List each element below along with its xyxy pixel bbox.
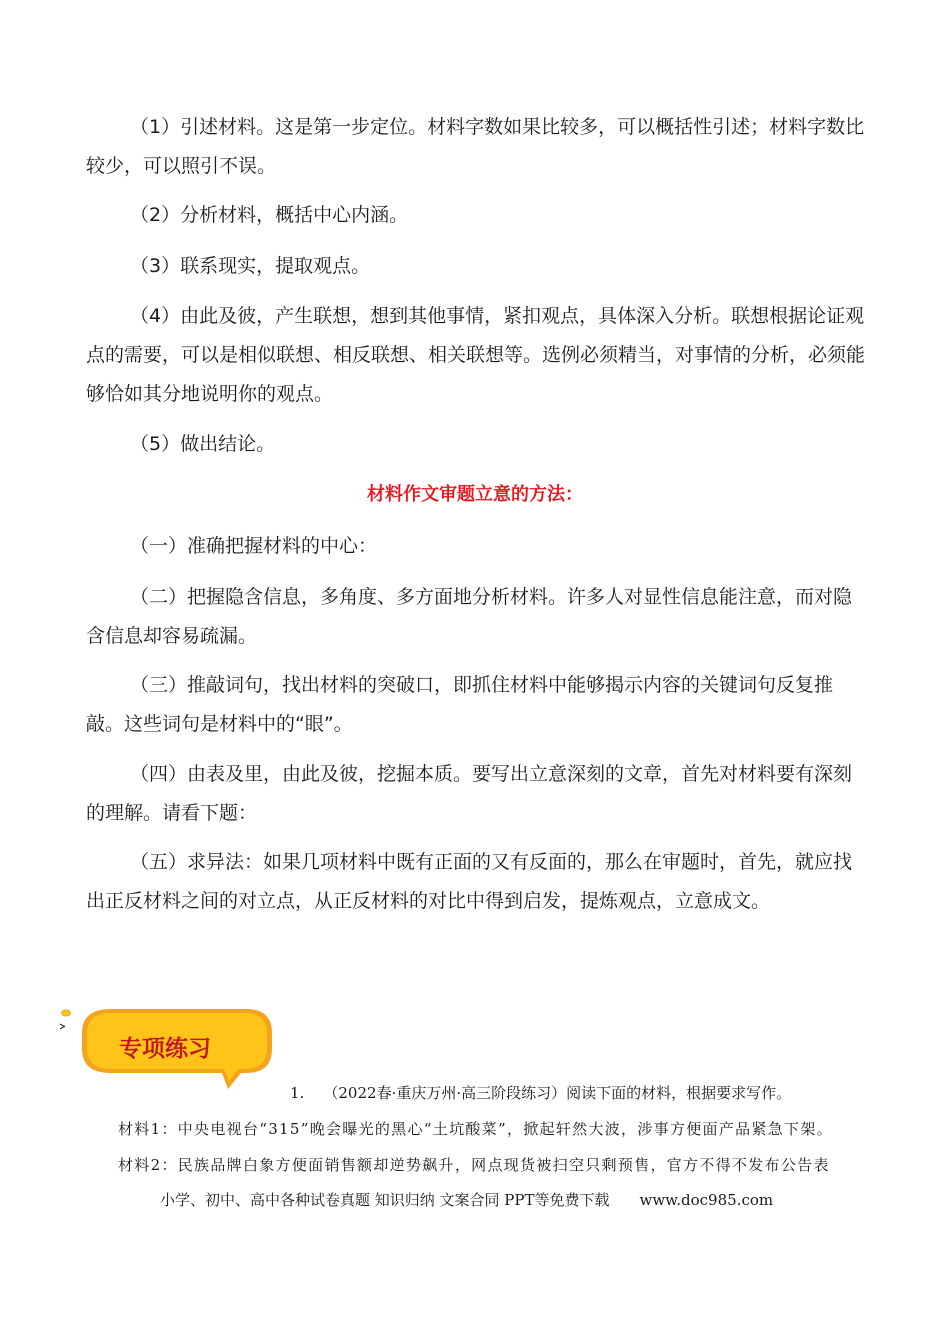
paragraph-step-4: （4）由此及彼，产生联想，想到其他事情，紧扣观点，具体深入分析。联想根据论证观点的需要，可以是相似联想、相反联想、相关联想等。选例必须精当，对事情的分析，必须能够恰如其分地说明你的观点。 [86, 305, 866, 405]
paragraph-method-3: （三）推敲词句，找出材料的突破口，即抓住材料中能够揭示内容的关键词句反复推敲。这些词句是材料中的“眼”。 [86, 674, 834, 735]
paragraph-step-2: （2）分析材料，概括中心内涵。 [130, 204, 409, 226]
paragraph-method-4: （四）由表及里，由此及彼，挖掘本质。要写出立意深刻的文章，首先对材料要有深刻的理解。请看下题： [86, 763, 853, 824]
footer-text: 小学、初中、高中各种试卷真题 知识归纳 文案合同 PPT等免费下载 [160, 1191, 610, 1209]
paragraph-step-5: （5）做出结论。 [130, 433, 276, 455]
section-heading: 材料作文审题立意的方法： [367, 484, 583, 505]
material-2: 材料2：民族品牌白象方便面销售额却逆势飙升，网点现货被扫空只剩预售，官方不得不发布公告表 [118, 1156, 830, 1174]
material-1: 材料1：中央电视台“315”晚会曝光的黑心“土坑酸菜”，掀起轩然大波，涉事方便面产品紧急下架。 [118, 1120, 833, 1138]
paragraph-method-5: （五）求异法：如果几项材料中既有正面的又有反面的，那么在审题时，首先，就应找出正反材料之间的对立点，从正反材料的对比中得到启发，提炼观点，立意成文。 [86, 851, 853, 912]
footer-url[interactable]: www.doc985.com [639, 1191, 774, 1209]
paragraph-method-2: （二）把握隐含信息，多角度、多方面地分析材料。许多人对显性信息能注意，而对隐含信息却容易疏漏。 [86, 586, 853, 647]
practice-badge-label: 专项练习 [119, 1035, 211, 1062]
paragraph-step-1: （1）引述材料。这是第一步定位。材料字数如果比较多，可以概括性引述；材料字数比较少，可以照引不误。 [86, 116, 865, 177]
question-title: 1. （2022春·重庆万州·高三阶段练习）阅读下面的材料，根据要求写作。 [290, 1084, 792, 1102]
paragraph-step-3: （3）联系现实，提取观点。 [130, 255, 371, 277]
paragraph-method-1: （一）准确把握材料的中心： [130, 535, 378, 557]
page-footer [160, 1188, 773, 1212]
